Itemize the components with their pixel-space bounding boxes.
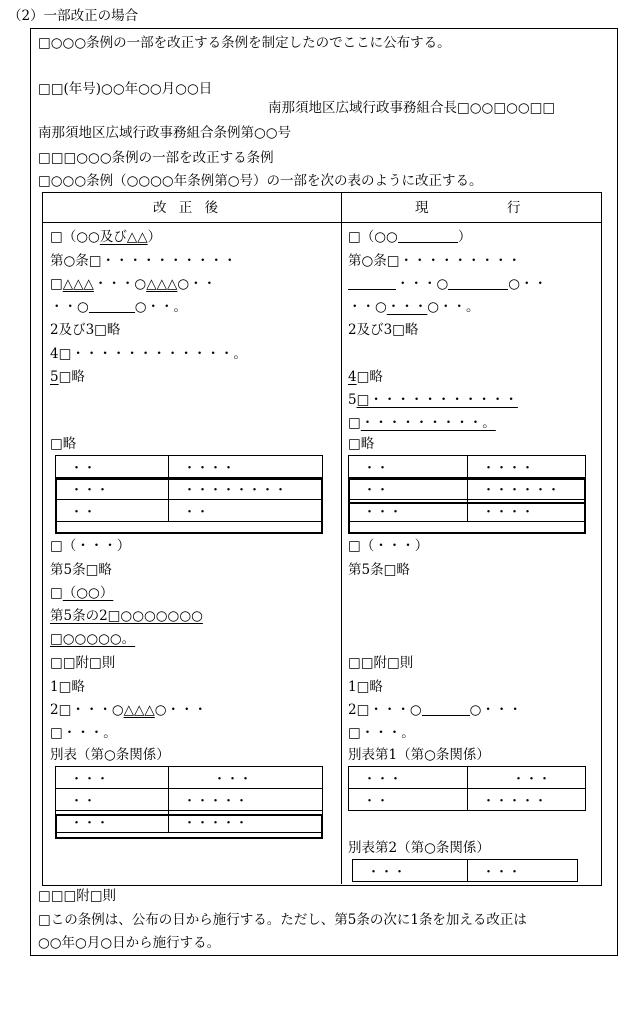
table-cell: ・・・ xyxy=(349,767,468,789)
right-line-8: □・・・・・・・・・。 xyxy=(348,415,496,431)
header-current-b: 行 xyxy=(507,200,521,216)
table-cell: ・・・・ xyxy=(468,500,586,522)
left-line-18: 別表（第○条関係） xyxy=(50,747,170,763)
table-cell: ・・ xyxy=(349,478,468,500)
right-table-3 xyxy=(352,859,578,882)
left-line-16: 2□・・・○△△△○・・・ xyxy=(50,702,208,718)
header-current-a: 現 xyxy=(415,200,429,216)
column-divider xyxy=(341,192,342,884)
table-row xyxy=(353,860,578,882)
left-line-5: 2及び3□略 xyxy=(50,322,121,338)
footer-enforcement-text-2: ○○年○月○日から施行する。 xyxy=(38,935,221,951)
footer-supplementary-heading: □□□附□則 xyxy=(38,888,117,904)
left-line-3: □△△△・・・○△△△○・・ xyxy=(50,276,217,292)
right-line-6: 4□略 xyxy=(348,369,383,385)
section-title: （2）一部改正の場合 xyxy=(8,8,139,24)
table-cell: ・・・・・・・・ xyxy=(169,478,323,500)
table-cell: ・・・ xyxy=(468,767,586,789)
right-table-1-split xyxy=(348,502,586,504)
table-cell: ・・・・・ xyxy=(169,811,323,833)
table-row xyxy=(56,789,323,811)
table-row xyxy=(349,789,586,811)
table-cell: ・・・ xyxy=(353,860,468,882)
right-table-1-highlight xyxy=(348,478,586,534)
date-line: □□(年号)○○年○○月○○日 xyxy=(38,81,213,97)
footer-enforcement-text-1: □この条例は、公布の日から施行する。ただし、第5条の次に1条を加える改正は xyxy=(38,912,527,928)
left-line-7: 5□略 xyxy=(50,369,85,385)
right-line-10: □（・・・） xyxy=(348,538,429,554)
ordinance-title: □□□○○○条例の一部を改正する条例 xyxy=(38,150,274,166)
right-line-16: 別表第1（第○条関係） xyxy=(348,747,490,763)
table-cell: ・・ xyxy=(169,500,323,522)
table-cell: ・・・ xyxy=(169,767,323,789)
left-table-1-highlight xyxy=(55,478,323,534)
right-line-11: 第5条□略 xyxy=(348,562,410,578)
table-cell: ・・・ xyxy=(349,500,468,522)
left-line-9: □（・・・） xyxy=(50,538,131,554)
left-line-10: 第5条□略 xyxy=(50,562,112,578)
right-line-7: 5□・・・・・・・・・・・ xyxy=(348,392,518,408)
left-line-17: □・・・。 xyxy=(50,725,117,741)
table-cell: ・・・・ xyxy=(169,456,323,478)
header-divider xyxy=(42,222,602,223)
left-line-13: □○○○○○。 xyxy=(50,631,136,647)
left-line-8: □略 xyxy=(50,436,77,452)
table-cell: ・・・ xyxy=(56,811,169,833)
right-line-2: 第○条□・・・・・・・・・ xyxy=(348,253,522,269)
table-cell: ・・・・・ xyxy=(468,789,586,811)
right-line-4: ・・○・・・○・・。 xyxy=(348,299,480,315)
left-table-2-highlight xyxy=(55,814,323,839)
right-line-1: □（○○ ） xyxy=(348,229,472,245)
right-line-15: □・・・。 xyxy=(348,725,415,741)
table-cell: ・・・ xyxy=(468,860,578,882)
amendment-lead: □○○○条例（○○○○年条例第○号）の一部を次の表のように改正する。 xyxy=(38,173,483,189)
right-line-17: 別表第2（第○条関係） xyxy=(348,840,490,856)
signer-line: 南那須地区広域行政事務組合長□○○□○○□□ xyxy=(268,100,556,116)
table-cell: ・・・・・ xyxy=(169,789,323,811)
table-cell: ・・・・・・ xyxy=(468,478,586,500)
left-line-11: □（○○） xyxy=(50,585,114,601)
left-line-12: 第5条の2□○○○○○○○ xyxy=(50,608,203,624)
left-line-14: □□附□則 xyxy=(50,655,116,671)
table-row xyxy=(56,456,323,478)
table-cell: ・・・ xyxy=(56,767,169,789)
header-after-revision: 改 正 後 xyxy=(153,200,223,216)
right-line-3: ・・・○ ○・・ xyxy=(348,274,547,294)
table-cell: ・・・ xyxy=(56,478,169,500)
table-cell: ・・・・ xyxy=(468,456,586,478)
right-table-2 xyxy=(348,766,586,811)
right-line-9: □略 xyxy=(348,436,375,452)
right-line-5: 2及び3□略 xyxy=(348,322,419,338)
table-cell: ・・ xyxy=(56,789,169,811)
left-line-15: 1□略 xyxy=(50,679,85,695)
table-cell: ・・ xyxy=(56,456,169,478)
right-line-13: 1□略 xyxy=(348,679,383,695)
table-row xyxy=(349,767,586,789)
left-line-6: 4□・・・・・・・・・・・・。 xyxy=(50,346,247,362)
table-cell: ・・ xyxy=(349,789,468,811)
table-row xyxy=(349,456,586,478)
left-line-2: 第○条□・・・・・・・・・・ xyxy=(50,253,237,269)
intro-text: □○○○条例の一部を改正する条例を制定したのでここに公布する。 xyxy=(38,35,451,51)
ordinance-number: 南那須地区広域行政事務組合条例第○○号 xyxy=(38,125,292,141)
right-line-14: 2□・・・○ ○・・・ xyxy=(348,702,522,718)
right-line-12: □□附□則 xyxy=(348,655,414,671)
left-line-4: ・・○ ○・・。 xyxy=(50,299,188,315)
table-cell: ・・ xyxy=(349,456,468,478)
table-row xyxy=(56,767,323,789)
left-line-1: □（○○及び△△） xyxy=(50,229,162,245)
table-cell: ・・ xyxy=(56,500,169,522)
